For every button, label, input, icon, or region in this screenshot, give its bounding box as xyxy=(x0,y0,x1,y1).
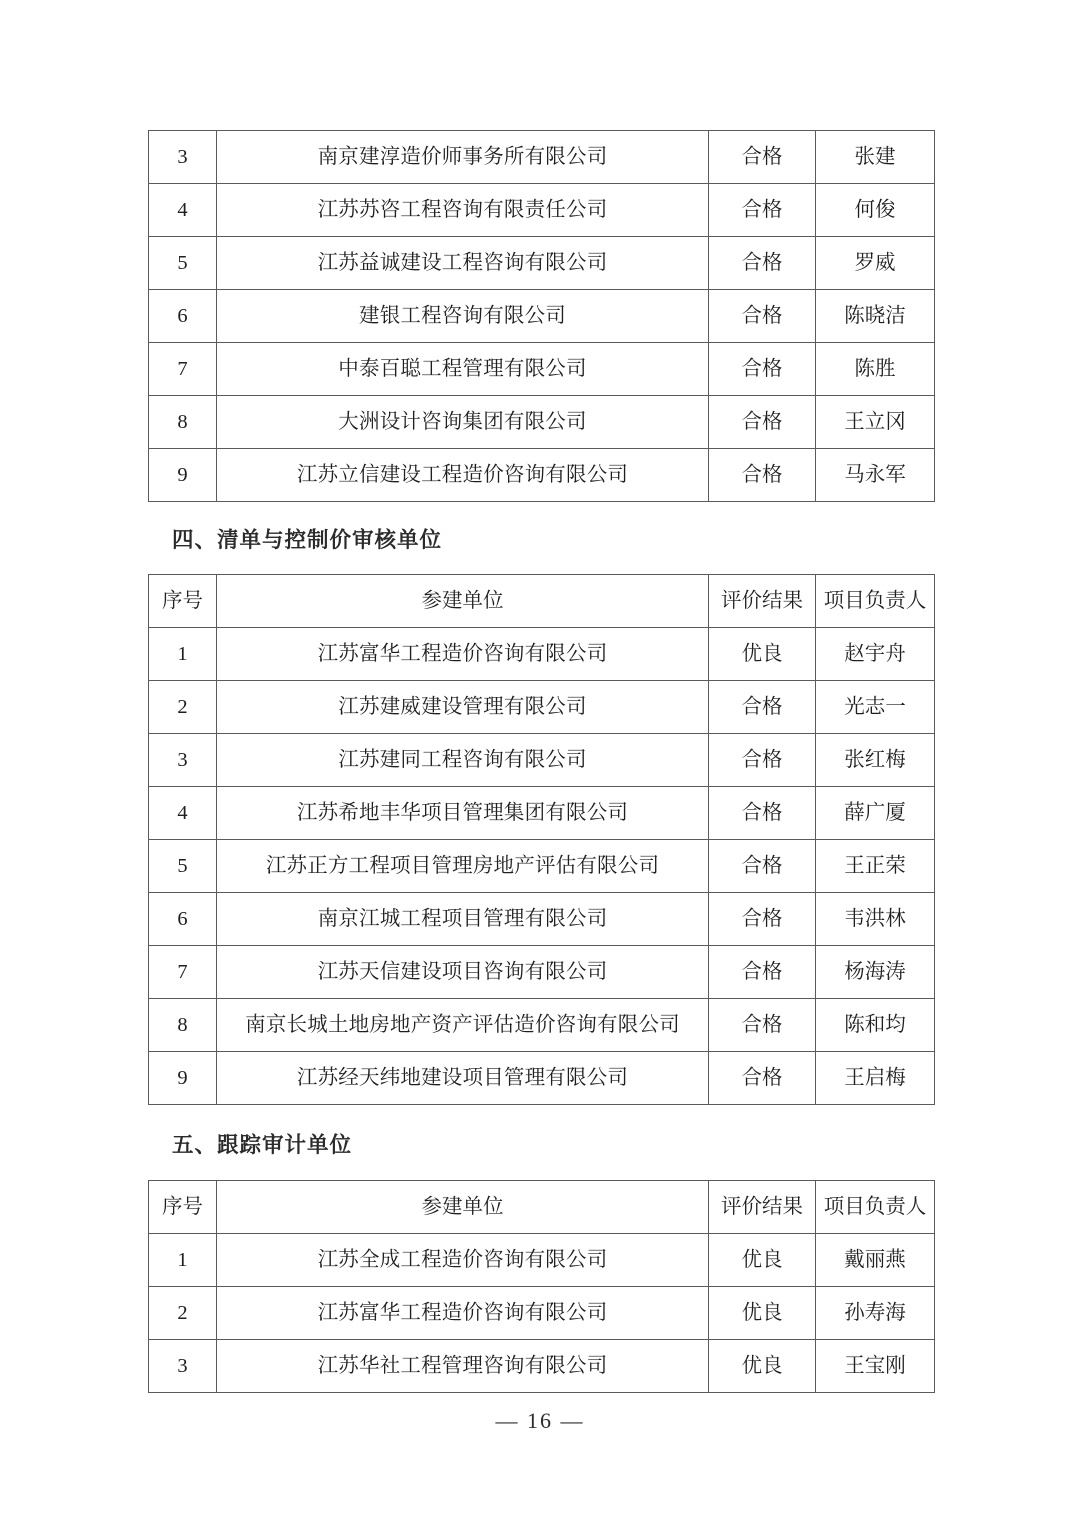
table-row xyxy=(149,840,935,893)
table-header-row xyxy=(149,1181,935,1234)
cell-row-index: 6 xyxy=(149,893,217,946)
column-header-unit: 参建单位 xyxy=(217,1181,709,1234)
cell-unit-name: 建银工程咨询有限公司 xyxy=(217,290,709,343)
cell-evaluation-result: 合格 xyxy=(709,946,816,999)
cell-evaluation-result: 合格 xyxy=(709,290,816,343)
cell-evaluation-result: 合格 xyxy=(709,131,816,184)
participating-units-table xyxy=(148,574,935,1105)
table-row xyxy=(149,1234,935,1287)
cell-row-index: 8 xyxy=(149,396,217,449)
cell-project-owner: 薛广厦 xyxy=(816,787,935,840)
cell-row-index: 5 xyxy=(149,840,217,893)
cell-project-owner: 戴丽燕 xyxy=(816,1234,935,1287)
cell-project-owner: 陈晓洁 xyxy=(816,290,935,343)
table-row xyxy=(149,734,935,787)
cell-unit-name: 江苏益诚建设工程咨询有限公司 xyxy=(217,237,709,290)
column-header-evaluation: 评价结果 xyxy=(709,575,816,628)
cell-evaluation-result: 合格 xyxy=(709,787,816,840)
cell-project-owner: 杨海涛 xyxy=(816,946,935,999)
table-row xyxy=(149,1052,935,1105)
cell-row-index: 8 xyxy=(149,999,217,1052)
cell-unit-name: 江苏富华工程造价咨询有限公司 xyxy=(217,1287,709,1340)
table-row xyxy=(149,343,935,396)
cell-row-index: 2 xyxy=(149,681,217,734)
table-row xyxy=(149,787,935,840)
cell-evaluation-result: 合格 xyxy=(709,396,816,449)
column-header-evaluation: 评价结果 xyxy=(709,1181,816,1234)
page-number-label: — 16 — xyxy=(495,1408,585,1433)
cell-project-owner: 王启梅 xyxy=(816,1052,935,1105)
cell-evaluation-result: 优良 xyxy=(709,1340,816,1393)
cell-unit-name: 江苏建同工程咨询有限公司 xyxy=(217,734,709,787)
page-content xyxy=(148,130,934,1393)
table-row xyxy=(149,681,935,734)
cell-evaluation-result: 合格 xyxy=(709,734,816,787)
cell-evaluation-result: 合格 xyxy=(709,343,816,396)
cell-project-owner: 马永军 xyxy=(816,449,935,502)
table-row xyxy=(149,999,935,1052)
participating-units-table xyxy=(148,1180,935,1393)
cell-project-owner: 张红梅 xyxy=(816,734,935,787)
section-heading: 四、清单与控制价审核单位 xyxy=(172,528,443,553)
table-row xyxy=(149,893,935,946)
cell-unit-name: 江苏建威建设管理有限公司 xyxy=(217,681,709,734)
cell-project-owner: 陈胜 xyxy=(816,343,935,396)
cell-project-owner: 光志一 xyxy=(816,681,935,734)
cell-unit-name: 江苏华社工程管理咨询有限公司 xyxy=(217,1340,709,1393)
cell-project-owner: 王宝刚 xyxy=(816,1340,935,1393)
cell-evaluation-result: 合格 xyxy=(709,1052,816,1105)
cell-unit-name: 江苏正方工程项目管理房地产评估有限公司 xyxy=(217,840,709,893)
table-row xyxy=(149,1340,935,1393)
table-row xyxy=(149,237,935,290)
cell-evaluation-result: 合格 xyxy=(709,449,816,502)
table-row xyxy=(149,449,935,502)
cell-unit-name: 中泰百聪工程管理有限公司 xyxy=(217,343,709,396)
section-heading: 五、跟踪审计单位 xyxy=(172,1133,353,1158)
cell-unit-name: 南京建淳造价师事务所有限公司 xyxy=(217,131,709,184)
cell-project-owner: 王正荣 xyxy=(816,840,935,893)
cell-row-index: 2 xyxy=(149,1287,217,1340)
cell-unit-name: 大洲设计咨询集团有限公司 xyxy=(217,396,709,449)
table-row xyxy=(149,184,935,237)
column-header-unit: 参建单位 xyxy=(217,575,709,628)
cell-project-owner: 孙寿海 xyxy=(816,1287,935,1340)
table-row xyxy=(149,1287,935,1340)
section-heading-block xyxy=(148,502,934,574)
page-footer xyxy=(0,1408,1080,1434)
column-header-owner: 项目负责人 xyxy=(816,575,935,628)
column-header-owner: 项目负责人 xyxy=(816,1181,935,1234)
section-heading-block xyxy=(148,1105,934,1180)
cell-project-owner: 王立冈 xyxy=(816,396,935,449)
cell-unit-name: 南京江城工程项目管理有限公司 xyxy=(217,893,709,946)
table-header-row xyxy=(149,575,935,628)
cell-row-index: 4 xyxy=(149,184,217,237)
cell-evaluation-result: 合格 xyxy=(709,840,816,893)
cell-unit-name: 江苏富华工程造价咨询有限公司 xyxy=(217,628,709,681)
cell-evaluation-result: 合格 xyxy=(709,237,816,290)
cell-evaluation-result: 合格 xyxy=(709,184,816,237)
table-row xyxy=(149,290,935,343)
cell-row-index: 5 xyxy=(149,237,217,290)
cell-unit-name: 江苏天信建设项目咨询有限公司 xyxy=(217,946,709,999)
cell-unit-name: 江苏希地丰华项目管理集团有限公司 xyxy=(217,787,709,840)
cell-row-index: 7 xyxy=(149,343,217,396)
cell-evaluation-result: 合格 xyxy=(709,999,816,1052)
cell-unit-name: 江苏立信建设工程造价咨询有限公司 xyxy=(217,449,709,502)
table-row xyxy=(149,946,935,999)
cell-evaluation-result: 优良 xyxy=(709,628,816,681)
cell-row-index: 1 xyxy=(149,628,217,681)
cell-evaluation-result: 优良 xyxy=(709,1287,816,1340)
cell-row-index: 6 xyxy=(149,290,217,343)
column-header-index: 序号 xyxy=(149,575,217,628)
cell-unit-name: 南京长城土地房地产资产评估造价咨询有限公司 xyxy=(217,999,709,1052)
cell-row-index: 3 xyxy=(149,1340,217,1393)
cell-unit-name: 江苏经天纬地建设项目管理有限公司 xyxy=(217,1052,709,1105)
table-row xyxy=(149,131,935,184)
cell-row-index: 9 xyxy=(149,1052,217,1105)
table-row xyxy=(149,628,935,681)
cell-project-owner: 赵宇舟 xyxy=(816,628,935,681)
cell-evaluation-result: 合格 xyxy=(709,681,816,734)
column-header-index: 序号 xyxy=(149,1181,217,1234)
cell-evaluation-result: 优良 xyxy=(709,1234,816,1287)
cell-project-owner: 何俊 xyxy=(816,184,935,237)
cell-project-owner: 张建 xyxy=(816,131,935,184)
cell-row-index: 3 xyxy=(149,734,217,787)
cell-row-index: 9 xyxy=(149,449,217,502)
cell-project-owner: 韦洪林 xyxy=(816,893,935,946)
cell-project-owner: 罗威 xyxy=(816,237,935,290)
table-row xyxy=(149,396,935,449)
cell-row-index: 3 xyxy=(149,131,217,184)
cell-unit-name: 江苏全成工程造价咨询有限公司 xyxy=(217,1234,709,1287)
cell-project-owner: 陈和均 xyxy=(816,999,935,1052)
cell-unit-name: 江苏苏咨工程咨询有限责任公司 xyxy=(217,184,709,237)
participating-units-table xyxy=(148,130,935,502)
cell-row-index: 4 xyxy=(149,787,217,840)
cell-evaluation-result: 合格 xyxy=(709,893,816,946)
cell-row-index: 1 xyxy=(149,1234,217,1287)
cell-row-index: 7 xyxy=(149,946,217,999)
